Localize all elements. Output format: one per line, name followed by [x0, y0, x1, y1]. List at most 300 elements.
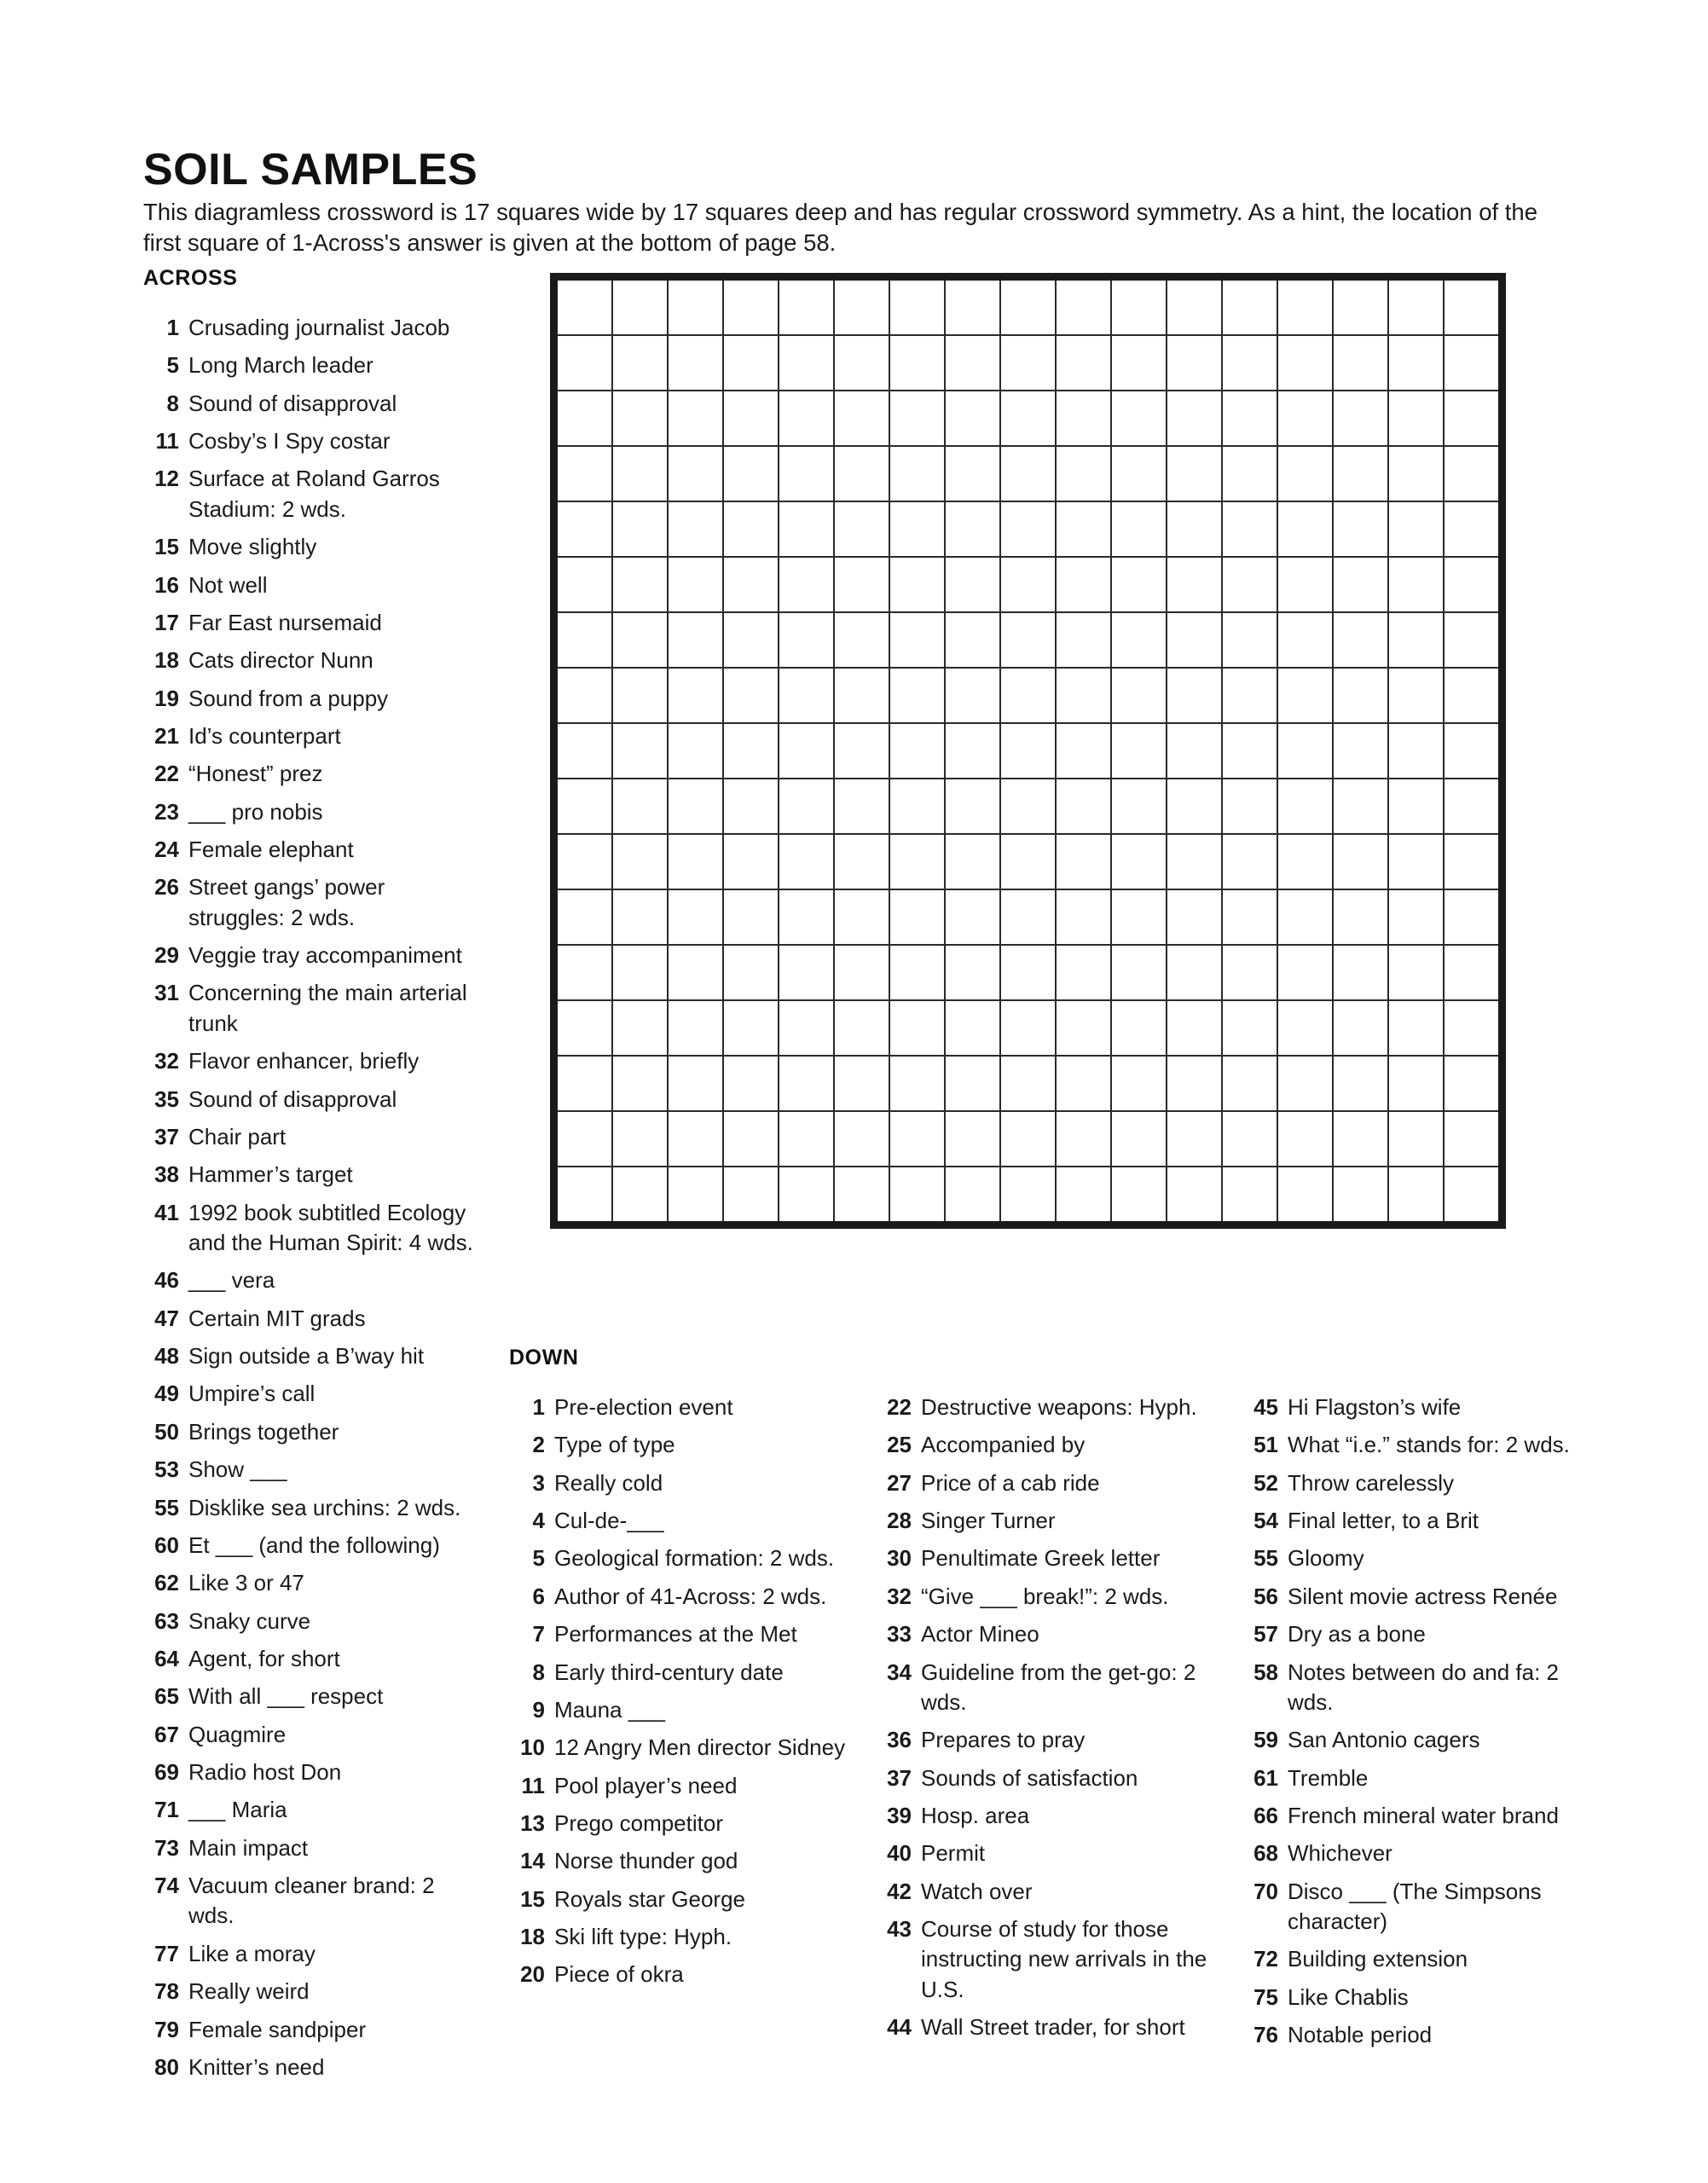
grid-cell[interactable] [1167, 501, 1222, 557]
grid-cell[interactable] [1277, 1000, 1333, 1056]
grid-cell[interactable] [1111, 889, 1167, 945]
down-clue[interactable] [876, 1430, 1242, 1460]
grid-cell[interactable] [1277, 779, 1333, 834]
grid-cell[interactable] [723, 557, 779, 612]
across-clue[interactable] [143, 1644, 484, 1674]
grid-cell[interactable] [1000, 945, 1056, 1000]
down-clue[interactable] [876, 1763, 1242, 1793]
grid-cell[interactable] [945, 834, 1000, 889]
grid-cell[interactable] [834, 557, 889, 612]
grid-cell[interactable] [1222, 1000, 1277, 1056]
down-clue[interactable] [1242, 1725, 1571, 1755]
across-clue[interactable] [143, 464, 484, 524]
grid-cell[interactable] [1222, 446, 1277, 501]
across-clue[interactable] [143, 1833, 484, 1863]
grid-cell[interactable] [1388, 1056, 1444, 1111]
grid-cell[interactable] [945, 557, 1000, 612]
grid-cell[interactable] [668, 446, 723, 501]
grid-cell[interactable] [668, 391, 723, 446]
grid-cell[interactable] [779, 501, 834, 557]
grid-cell[interactable] [554, 335, 613, 391]
grid-cell[interactable] [668, 277, 723, 336]
grid-cell[interactable] [1111, 945, 1167, 1000]
grid-cell[interactable] [1000, 1111, 1056, 1167]
grid-cell[interactable] [945, 723, 1000, 779]
across-clue[interactable] [143, 1046, 484, 1076]
grid-cell[interactable] [1167, 1000, 1222, 1056]
grid-cell[interactable] [723, 889, 779, 945]
grid-cell[interactable] [1167, 1111, 1222, 1167]
grid-cell[interactable] [834, 1000, 889, 1056]
grid-cell[interactable] [1277, 391, 1333, 446]
grid-cell[interactable] [1388, 668, 1444, 723]
down-clue[interactable] [509, 1809, 876, 1838]
grid-cell[interactable] [1333, 501, 1388, 557]
down-clue[interactable] [876, 1619, 1242, 1649]
across-clue[interactable] [143, 2053, 484, 2082]
grid-cell[interactable] [834, 1056, 889, 1111]
down-clue[interactable] [509, 1885, 876, 1914]
grid-cell[interactable] [1444, 889, 1502, 945]
grid-cell[interactable] [779, 779, 834, 834]
grid-cell[interactable] [779, 668, 834, 723]
grid-cell[interactable] [1000, 779, 1056, 834]
across-clue[interactable] [143, 426, 484, 456]
down-clue[interactable] [509, 1846, 876, 1876]
grid-cell[interactable] [1056, 945, 1111, 1000]
grid-cell[interactable] [779, 446, 834, 501]
grid-cell[interactable] [1056, 335, 1111, 391]
grid-cell[interactable] [554, 277, 613, 336]
grid-cell[interactable] [779, 834, 834, 889]
across-clue[interactable] [143, 1493, 484, 1523]
down-clue[interactable] [876, 1838, 1242, 1868]
grid-cell[interactable] [554, 834, 613, 889]
down-clue[interactable] [1242, 1763, 1571, 1793]
grid-cell[interactable] [1333, 391, 1388, 446]
down-clue[interactable] [509, 1430, 876, 1460]
grid-cell[interactable] [1000, 1000, 1056, 1056]
grid-cell[interactable] [1222, 557, 1277, 612]
grid-cell[interactable] [723, 1000, 779, 1056]
grid-cell[interactable] [668, 612, 723, 668]
grid-cell[interactable] [668, 335, 723, 391]
grid-cell[interactable] [554, 612, 613, 668]
grid-cell[interactable] [1388, 391, 1444, 446]
down-clue[interactable] [1242, 1838, 1571, 1868]
down-clue[interactable] [509, 1393, 876, 1422]
grid-cell[interactable] [554, 889, 613, 945]
down-clue[interactable] [876, 1658, 1242, 1718]
grid-cell[interactable] [1333, 834, 1388, 889]
grid-cell[interactable] [612, 1167, 668, 1225]
grid-cell[interactable] [889, 668, 945, 723]
grid-cell[interactable] [668, 723, 723, 779]
grid-cell[interactable] [889, 501, 945, 557]
grid-cell[interactable] [1000, 612, 1056, 668]
across-clue[interactable] [143, 570, 484, 600]
across-clue[interactable] [143, 1795, 484, 1825]
grid-cell[interactable] [554, 1167, 613, 1225]
grid-cell[interactable] [1277, 1056, 1333, 1111]
grid-cell[interactable] [1388, 834, 1444, 889]
grid-cell[interactable] [945, 1056, 1000, 1111]
grid-cell[interactable] [1333, 557, 1388, 612]
grid-cell[interactable] [1444, 557, 1502, 612]
grid-cell[interactable] [1222, 779, 1277, 834]
grid-cell[interactable] [1277, 834, 1333, 889]
grid-cell[interactable] [834, 335, 889, 391]
grid-cell[interactable] [1000, 1167, 1056, 1225]
grid-cell[interactable] [668, 779, 723, 834]
grid-cell[interactable] [1444, 501, 1502, 557]
grid-cell[interactable] [1333, 1000, 1388, 1056]
grid-cell[interactable] [945, 391, 1000, 446]
grid-cell[interactable] [1056, 612, 1111, 668]
grid-cell[interactable] [1444, 391, 1502, 446]
grid-cell[interactable] [1333, 1056, 1388, 1111]
grid-cell[interactable] [779, 723, 834, 779]
grid-cell[interactable] [668, 1000, 723, 1056]
across-clue[interactable] [143, 835, 484, 865]
across-clue[interactable] [143, 1939, 484, 1969]
grid-cell[interactable] [1333, 277, 1388, 336]
grid-cell[interactable] [1167, 834, 1222, 889]
grid-cell[interactable] [889, 779, 945, 834]
grid-cell[interactable] [1444, 446, 1502, 501]
across-clue[interactable] [143, 941, 484, 970]
grid-cell[interactable] [1000, 889, 1056, 945]
down-clue[interactable] [509, 1922, 876, 1952]
grid-cell[interactable] [1277, 612, 1333, 668]
grid-cell[interactable] [723, 779, 779, 834]
grid-cell[interactable] [1333, 446, 1388, 501]
grid-cell[interactable] [1388, 557, 1444, 612]
grid-cell[interactable] [889, 1167, 945, 1225]
grid-cell[interactable] [1333, 612, 1388, 668]
grid-cell[interactable] [1388, 779, 1444, 834]
grid-cell[interactable] [723, 446, 779, 501]
grid-cell[interactable] [889, 391, 945, 446]
across-clue[interactable] [143, 1977, 484, 2006]
grid-cell[interactable] [779, 1056, 834, 1111]
grid-cell[interactable] [1167, 668, 1222, 723]
grid-cell[interactable] [945, 1111, 1000, 1167]
grid-cell[interactable] [1444, 1000, 1502, 1056]
across-clue[interactable] [143, 1341, 484, 1371]
grid-cell[interactable] [779, 945, 834, 1000]
grid-cell[interactable] [1388, 1167, 1444, 1225]
across-clue[interactable] [143, 1198, 484, 1259]
across-clue[interactable] [143, 1531, 484, 1561]
down-clue[interactable] [509, 1582, 876, 1612]
grid-cell[interactable] [889, 1111, 945, 1167]
across-clue[interactable] [143, 759, 484, 789]
grid-cell[interactable] [1056, 779, 1111, 834]
grid-cell[interactable] [554, 723, 613, 779]
grid-cell[interactable] [889, 557, 945, 612]
grid-cell[interactable] [668, 501, 723, 557]
across-clue[interactable] [143, 389, 484, 419]
grid-cell[interactable] [668, 1167, 723, 1225]
down-clue[interactable] [1242, 1430, 1571, 1460]
grid-cell[interactable] [945, 277, 1000, 336]
grid-cell[interactable] [1388, 277, 1444, 336]
grid-cell[interactable] [1222, 723, 1277, 779]
grid-cell[interactable] [834, 668, 889, 723]
across-clue[interactable] [143, 1160, 484, 1190]
grid-cell[interactable] [554, 1056, 613, 1111]
grid-cell[interactable] [834, 1111, 889, 1167]
grid-cell[interactable] [834, 1167, 889, 1225]
grid-cell[interactable] [779, 1000, 834, 1056]
down-clue[interactable] [1242, 1801, 1571, 1831]
grid-cell[interactable] [554, 557, 613, 612]
across-clue[interactable] [143, 1304, 484, 1334]
grid-cell[interactable] [889, 335, 945, 391]
grid-cell[interactable] [1167, 557, 1222, 612]
grid-cell[interactable] [612, 779, 668, 834]
grid-cell[interactable] [1277, 889, 1333, 945]
grid-cell[interactable] [1167, 1167, 1222, 1225]
grid-cell[interactable] [1056, 557, 1111, 612]
across-clue[interactable] [143, 532, 484, 562]
grid-cell[interactable] [834, 779, 889, 834]
grid-cell[interactable] [1056, 889, 1111, 945]
across-clue[interactable] [143, 1682, 484, 1711]
across-clue[interactable] [143, 608, 484, 638]
grid-cell[interactable] [1388, 612, 1444, 668]
grid-cell[interactable] [945, 501, 1000, 557]
down-clue[interactable] [509, 1619, 876, 1649]
grid-cell[interactable] [889, 834, 945, 889]
grid-cell[interactable] [1000, 834, 1056, 889]
grid-cell[interactable] [668, 945, 723, 1000]
down-clue[interactable] [509, 1733, 876, 1763]
grid-cell[interactable] [1222, 834, 1277, 889]
down-clue[interactable] [876, 1543, 1242, 1573]
across-clue[interactable] [143, 1757, 484, 1787]
grid-cell[interactable] [1222, 277, 1277, 336]
grid-cell[interactable] [1277, 277, 1333, 336]
across-clue[interactable] [143, 1607, 484, 1636]
across-clue[interactable] [143, 1871, 484, 1931]
grid-cell[interactable] [1277, 723, 1333, 779]
grid-cell[interactable] [1333, 779, 1388, 834]
grid-cell[interactable] [1222, 889, 1277, 945]
grid-cell[interactable] [1277, 501, 1333, 557]
grid-cell[interactable] [945, 1000, 1000, 1056]
grid-cell[interactable] [889, 1000, 945, 1056]
grid-cell[interactable] [1388, 889, 1444, 945]
down-clue[interactable] [1242, 1393, 1571, 1422]
grid-cell[interactable] [1444, 834, 1502, 889]
grid-cell[interactable] [1111, 391, 1167, 446]
down-clue[interactable] [1242, 1877, 1571, 1937]
grid-cell[interactable] [668, 834, 723, 889]
across-clue[interactable] [143, 978, 484, 1039]
down-clue[interactable] [1242, 2020, 1571, 2050]
grid-cell[interactable] [1444, 1111, 1502, 1167]
grid-cell[interactable] [1056, 1111, 1111, 1167]
grid-cell[interactable] [1277, 945, 1333, 1000]
grid-cell[interactable] [945, 612, 1000, 668]
grid-cell[interactable] [1333, 723, 1388, 779]
down-clue[interactable] [509, 1468, 876, 1498]
down-clue[interactable] [509, 1960, 876, 1989]
across-clue[interactable] [143, 721, 484, 751]
grid-cell[interactable] [945, 779, 1000, 834]
grid-cell[interactable] [1111, 1167, 1167, 1225]
down-clue[interactable] [1242, 1543, 1571, 1573]
grid-cell[interactable] [723, 1111, 779, 1167]
down-clue[interactable] [509, 1506, 876, 1536]
down-clue[interactable] [876, 1801, 1242, 1831]
grid-cell[interactable] [834, 501, 889, 557]
grid-cell[interactable] [612, 834, 668, 889]
grid-cell[interactable] [779, 889, 834, 945]
grid-cell[interactable] [554, 668, 613, 723]
down-clue[interactable] [876, 1506, 1242, 1536]
grid-cell[interactable] [668, 1056, 723, 1111]
grid-cell[interactable] [554, 446, 613, 501]
grid-cell[interactable] [723, 391, 779, 446]
grid-cell[interactable] [723, 335, 779, 391]
grid-cell[interactable] [1277, 1167, 1333, 1225]
grid-cell[interactable] [1167, 1056, 1222, 1111]
grid-cell[interactable] [612, 1111, 668, 1167]
grid-cell[interactable] [1000, 1056, 1056, 1111]
grid-cell[interactable] [723, 945, 779, 1000]
grid-cell[interactable] [1056, 723, 1111, 779]
grid-cell[interactable] [1222, 612, 1277, 668]
across-clue[interactable] [143, 1568, 484, 1598]
grid-cell[interactable] [889, 446, 945, 501]
down-clue[interactable] [509, 1543, 876, 1573]
across-clue[interactable] [143, 1122, 484, 1152]
grid-cell[interactable] [945, 1167, 1000, 1225]
grid-cell[interactable] [612, 668, 668, 723]
grid-cell[interactable] [1333, 889, 1388, 945]
grid-cell[interactable] [1111, 1111, 1167, 1167]
grid-cell[interactable] [612, 1000, 668, 1056]
across-clue[interactable] [143, 684, 484, 714]
grid-cell[interactable] [612, 612, 668, 668]
grid-cell[interactable] [1222, 391, 1277, 446]
grid-cell[interactable] [1444, 612, 1502, 668]
across-clue[interactable] [143, 797, 484, 827]
grid-cell[interactable] [612, 335, 668, 391]
grid-cell[interactable] [668, 1111, 723, 1167]
grid-cell[interactable] [668, 557, 723, 612]
grid-cell[interactable] [1111, 1056, 1167, 1111]
grid-cell[interactable] [1333, 945, 1388, 1000]
grid-cell[interactable] [1000, 277, 1056, 336]
grid-cell[interactable] [554, 945, 613, 1000]
grid-cell[interactable] [1388, 1000, 1444, 1056]
grid-cell[interactable] [1222, 1111, 1277, 1167]
grid-cell[interactable] [889, 723, 945, 779]
down-clue[interactable] [876, 1468, 1242, 1498]
grid-cell[interactable] [1056, 668, 1111, 723]
grid-cell[interactable] [1277, 557, 1333, 612]
grid-cell[interactable] [1056, 391, 1111, 446]
grid-cell[interactable] [1111, 1000, 1167, 1056]
grid-cell[interactable] [1444, 335, 1502, 391]
grid-cell[interactable] [889, 612, 945, 668]
grid-cell[interactable] [1444, 723, 1502, 779]
grid-cell[interactable] [1056, 1056, 1111, 1111]
grid-cell[interactable] [945, 889, 1000, 945]
grid-cell[interactable] [945, 945, 1000, 1000]
down-clue[interactable] [876, 1725, 1242, 1755]
grid-cell[interactable] [1388, 335, 1444, 391]
grid-cell[interactable] [1111, 723, 1167, 779]
across-clue[interactable] [143, 2015, 484, 2045]
grid-cell[interactable] [1277, 668, 1333, 723]
down-clue[interactable] [1242, 1506, 1571, 1536]
across-clue[interactable] [143, 1417, 484, 1447]
grid-cell[interactable] [612, 391, 668, 446]
grid-cell[interactable] [1000, 446, 1056, 501]
grid-cell[interactable] [1388, 501, 1444, 557]
across-clue[interactable] [143, 1455, 484, 1485]
down-clue[interactable] [1242, 1983, 1571, 2012]
grid-cell[interactable] [1111, 557, 1167, 612]
grid-cell[interactable] [554, 501, 613, 557]
down-clue[interactable] [509, 1695, 876, 1725]
across-clue[interactable] [143, 1085, 484, 1115]
grid-cell[interactable] [1167, 889, 1222, 945]
across-clue[interactable] [143, 350, 484, 380]
grid-cell[interactable] [1444, 277, 1502, 336]
grid-cell[interactable] [834, 391, 889, 446]
grid-cell[interactable] [723, 723, 779, 779]
grid-cell[interactable] [1111, 834, 1167, 889]
grid-cell[interactable] [1111, 779, 1167, 834]
down-clue[interactable] [876, 1582, 1242, 1612]
grid-cell[interactable] [554, 391, 613, 446]
grid-cell[interactable] [834, 889, 889, 945]
grid-cell[interactable] [945, 446, 1000, 501]
grid-cell[interactable] [1333, 1167, 1388, 1225]
across-clue[interactable] [143, 646, 484, 675]
grid-cell[interactable] [779, 335, 834, 391]
grid-cell[interactable] [612, 277, 668, 336]
grid-cell[interactable] [1111, 335, 1167, 391]
grid-cell[interactable] [1444, 779, 1502, 834]
grid-cell[interactable] [1333, 335, 1388, 391]
grid-cell[interactable] [612, 501, 668, 557]
down-clue[interactable] [876, 1877, 1242, 1907]
grid-cell[interactable] [945, 668, 1000, 723]
grid-cell[interactable] [1222, 668, 1277, 723]
grid-cell[interactable] [612, 1056, 668, 1111]
grid-cell[interactable] [612, 723, 668, 779]
grid-cell[interactable] [779, 277, 834, 336]
down-clue[interactable] [509, 1658, 876, 1688]
grid-cell[interactable] [779, 557, 834, 612]
grid-cell[interactable] [834, 723, 889, 779]
grid-cell[interactable] [723, 277, 779, 336]
grid-cell[interactable] [1388, 446, 1444, 501]
grid-cell[interactable] [1167, 723, 1222, 779]
grid-cell[interactable] [1111, 612, 1167, 668]
grid-cell[interactable] [1167, 945, 1222, 1000]
grid-cell[interactable] [723, 834, 779, 889]
grid-cell[interactable] [1111, 501, 1167, 557]
grid-cell[interactable] [1167, 335, 1222, 391]
